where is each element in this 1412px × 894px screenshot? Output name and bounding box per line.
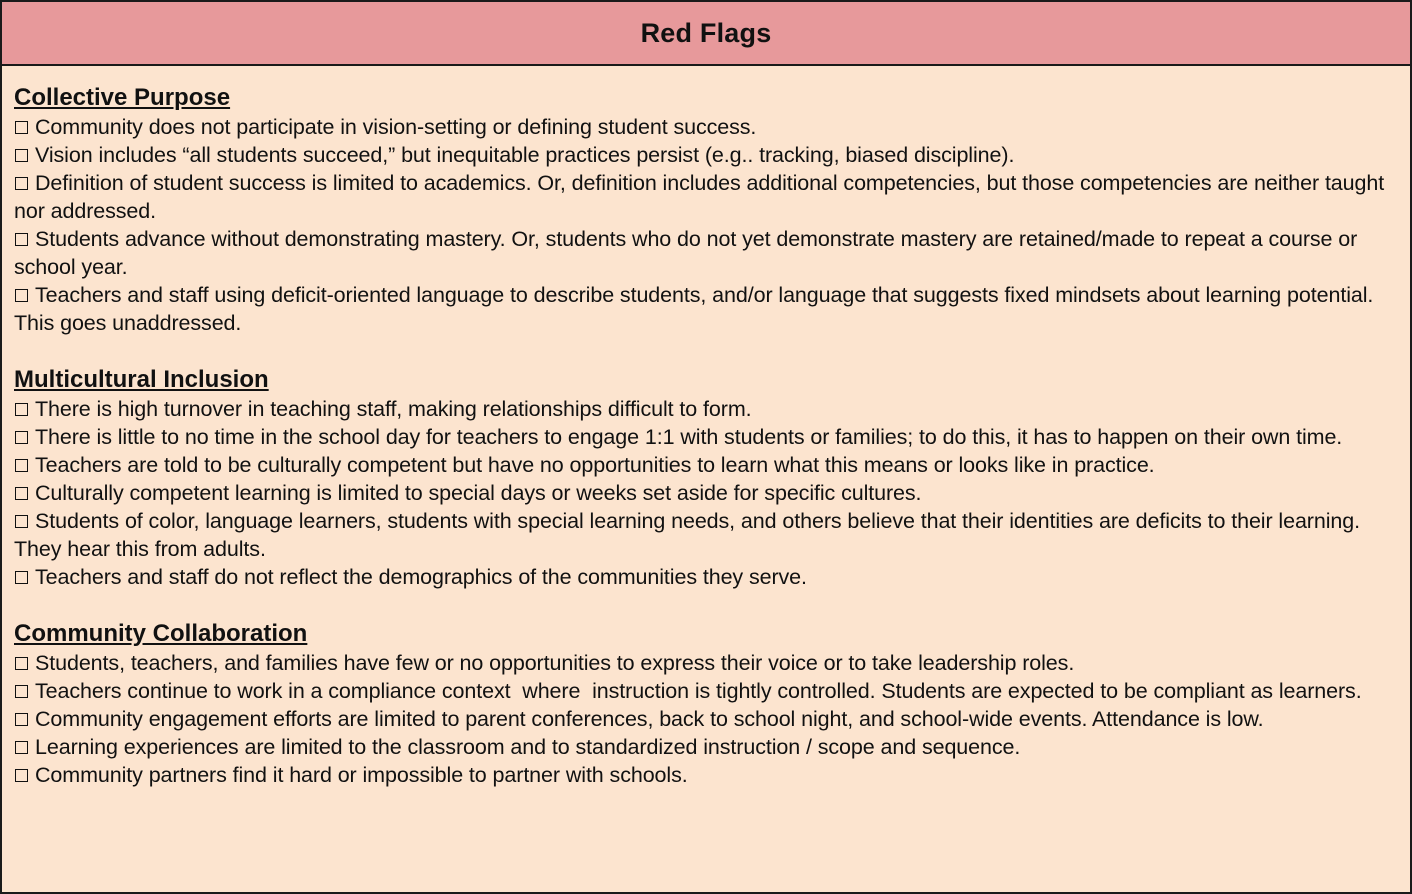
table-header bbox=[2, 2, 1410, 66]
checkbox-icon[interactable] bbox=[15, 769, 28, 782]
checklist-item-text: Students of color, language learners, students with special learning needs, and others believe that their identities are deficits to their learning. They hear this from adults. bbox=[14, 509, 1366, 561]
checkbox-icon[interactable] bbox=[15, 233, 28, 246]
checkbox-icon[interactable] bbox=[15, 515, 28, 528]
checkbox-icon[interactable] bbox=[15, 741, 28, 754]
checklist-item bbox=[14, 733, 1398, 761]
section-community-collaboration bbox=[14, 619, 1398, 789]
checkbox-icon[interactable] bbox=[15, 289, 28, 302]
section-collective-purpose bbox=[14, 83, 1398, 337]
checklist-item-text: Teachers and staff do not reflect the demographics of the communities they serve. bbox=[35, 565, 807, 589]
checklist-item bbox=[14, 451, 1398, 479]
checklist-item bbox=[14, 225, 1398, 281]
checkbox-icon[interactable] bbox=[15, 657, 28, 670]
checklist-item-text: There is little to no time in the school day for teachers to engage 1:1 with students or families; to do this, it has to happen on their own time. bbox=[35, 425, 1343, 449]
checklist-item-text: Community engagement efforts are limited to parent conferences, back to school night, and school-wide events. Attendance is low. bbox=[35, 707, 1264, 731]
checklist-item bbox=[14, 423, 1398, 451]
checklist-item bbox=[14, 563, 1398, 591]
checklist-item-text: Definition of student success is limited to academics. Or, definition includes additional competencies, but those competencies are neither taught nor addressed. bbox=[14, 171, 1390, 223]
checklist-item bbox=[14, 649, 1398, 677]
checklist-item bbox=[14, 507, 1398, 563]
checklist-item-text: Vision includes “all students succeed,” but inequitable practices persist (e.g.. tracking, biased discipline). bbox=[35, 143, 1015, 167]
checkbox-icon[interactable] bbox=[15, 487, 28, 500]
checklist-item bbox=[14, 281, 1398, 337]
checklist-item-text: Culturally competent learning is limited to special days or weeks set aside for specific cultures. bbox=[35, 481, 922, 505]
checklist-item-text: Teachers and staff using deficit-oriented language to describe students, and/or language that suggests fixed mindsets about learning potential. This goes unaddressed. bbox=[14, 283, 1379, 335]
checkbox-icon[interactable] bbox=[15, 403, 28, 416]
checklist-item-text: Students advance without demonstrating mastery. Or, students who do not yet demonstrate mastery are retained/made to repeat a course or school year. bbox=[14, 227, 1364, 279]
section-heading: Collective Purpose bbox=[14, 84, 231, 111]
checklist-item bbox=[14, 479, 1398, 507]
checkbox-icon[interactable] bbox=[15, 571, 28, 584]
checklist-item bbox=[14, 395, 1398, 423]
checklist-item-text: Teachers are told to be culturally competent but have no opportunities to learn what this means or looks like in practice. bbox=[35, 453, 1155, 477]
checklist-item-text: Teachers continue to work in a compliance context where instruction is tightly controlled. Students are expected to be compliant as learners. bbox=[35, 679, 1362, 703]
checklist-item-text: Students, teachers, and families have few or no opportunities to express their voice or to take leadership roles. bbox=[35, 651, 1075, 675]
section-multicultural-inclusion bbox=[14, 365, 1398, 591]
checklist-item-text: Community does not participate in vision-setting or defining student success. bbox=[35, 115, 757, 139]
checkbox-icon[interactable] bbox=[15, 149, 28, 162]
checkbox-icon[interactable] bbox=[15, 685, 28, 698]
checklist-item bbox=[14, 761, 1398, 789]
table-body bbox=[2, 66, 1410, 789]
checkbox-icon[interactable] bbox=[15, 459, 28, 472]
checklist-item-text: There is high turnover in teaching staff, making relationships difficult to form. bbox=[35, 397, 752, 421]
section-heading: Community Collaboration bbox=[14, 620, 308, 647]
table-title: Red Flags bbox=[640, 17, 772, 48]
checklist-item-text: Learning experiences are limited to the classroom and to standardized instruction / scope and sequence. bbox=[35, 735, 1021, 759]
checklist-item-text: Community partners find it hard or impossible to partner with schools. bbox=[35, 763, 688, 787]
checkbox-icon[interactable] bbox=[15, 177, 28, 190]
checkbox-icon[interactable] bbox=[15, 121, 28, 134]
checklist-item bbox=[14, 677, 1398, 705]
checklist-item bbox=[14, 169, 1398, 225]
checklist-item bbox=[14, 705, 1398, 733]
checkbox-icon[interactable] bbox=[15, 431, 28, 444]
checklist-item bbox=[14, 113, 1398, 141]
checkbox-icon[interactable] bbox=[15, 713, 28, 726]
section-heading: Multicultural Inclusion bbox=[14, 366, 269, 393]
checklist-item bbox=[14, 141, 1398, 169]
